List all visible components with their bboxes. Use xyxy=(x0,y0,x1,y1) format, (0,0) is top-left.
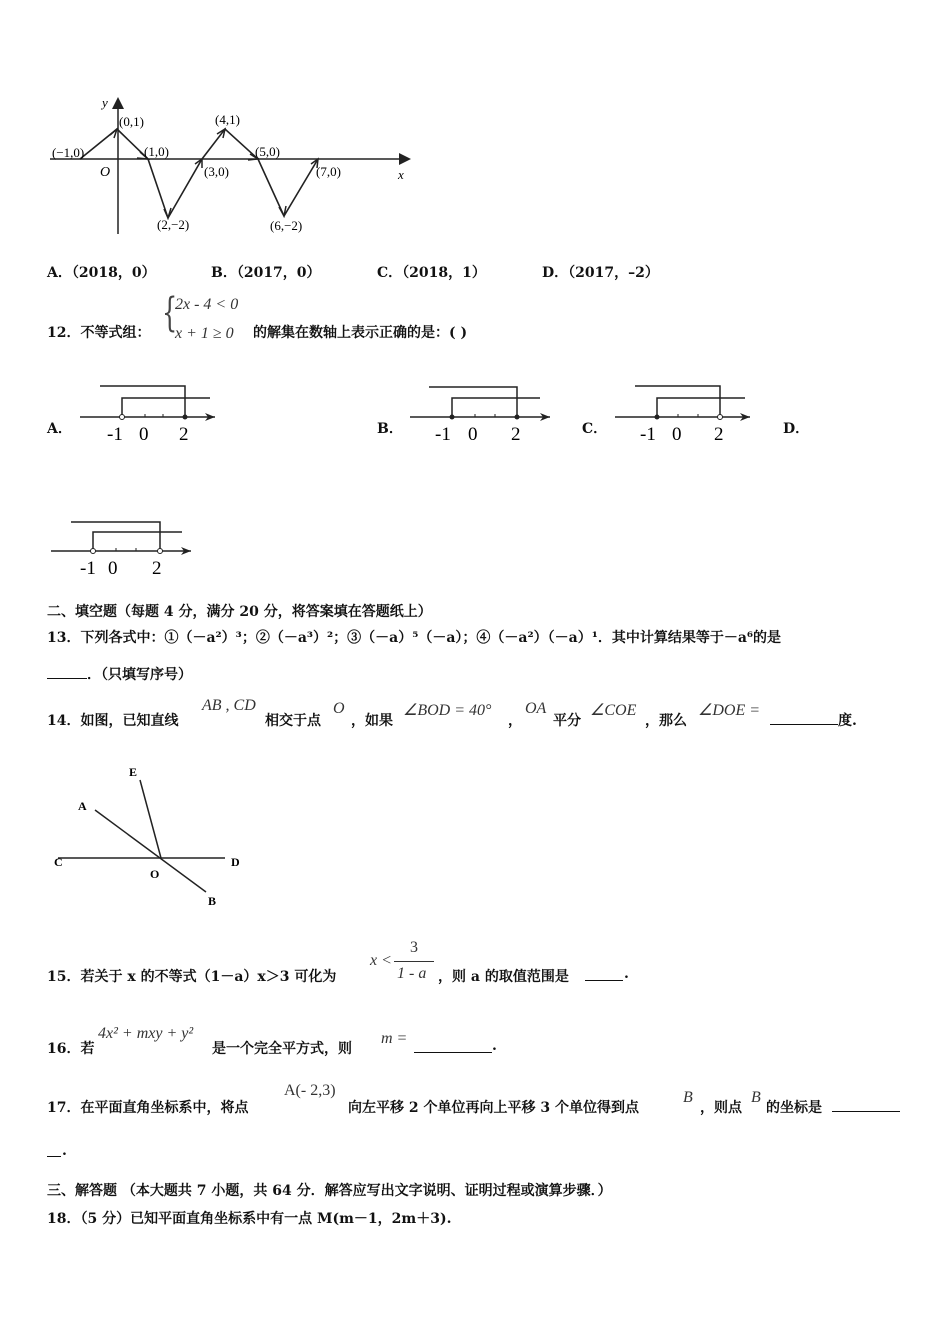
option-label-b: B． xyxy=(377,421,403,437)
tick-label: -1 xyxy=(80,558,96,579)
answer-blank[interactable] xyxy=(47,665,87,679)
point-label: (0,1) xyxy=(119,114,144,129)
option-c: C．（2018，1） xyxy=(377,265,486,281)
q14-text-6: 度. xyxy=(838,713,857,729)
q14-math-angle-coe: ∠COE xyxy=(590,702,637,719)
tick-label: 0 xyxy=(108,558,118,579)
zigzag-coordinate-graph xyxy=(40,92,420,242)
q15-tail: ，则 a 的取值范围是 xyxy=(438,969,569,985)
point-label-e: E xyxy=(129,765,138,779)
axis-label-y: y xyxy=(102,95,108,110)
point-label: (1,0) xyxy=(144,144,169,159)
q17-text-3: 的坐标是 xyxy=(766,1100,822,1116)
axis-label-x: x xyxy=(398,167,404,182)
zigzag-path xyxy=(80,129,318,218)
q16-math-m: m = xyxy=(381,1030,408,1047)
q14-answer-blank[interactable] xyxy=(770,710,838,729)
point-label: (4,1) xyxy=(215,112,240,127)
tick-label: 2 xyxy=(714,424,724,445)
q12-question: 的解集在数轴上表示正确的是：( ) xyxy=(253,325,468,341)
q15-fraction-numerator: 3 xyxy=(410,939,418,956)
q17-text-2: ，则点 xyxy=(700,1100,742,1116)
q17-point-b: B xyxy=(683,1089,693,1106)
q13-line2 xyxy=(47,664,192,684)
tick-label: 2 xyxy=(152,558,162,579)
number-line-c xyxy=(610,380,755,447)
q12-number: 12．不等式组： xyxy=(47,325,151,341)
point-label-o: O xyxy=(150,867,160,881)
q17-prefix: 17．在平面直角坐标系中，将点 xyxy=(47,1100,249,1116)
q14-text-3: ， xyxy=(508,713,522,729)
q17-point-b: B xyxy=(751,1089,761,1106)
option-label-a: A． xyxy=(47,421,72,437)
section-3-heading: 三、解答题 （本大题共 7 小题，共 64 分．解答应写出文字说明、证明过程或演算步骤．） xyxy=(47,1183,612,1199)
point-label-c: C xyxy=(54,855,63,869)
q16-answer-blank[interactable] xyxy=(414,1038,492,1057)
option-label-d: D． xyxy=(783,421,810,437)
point-label: (6,−2) xyxy=(270,218,303,233)
fraction-bar xyxy=(394,961,434,962)
q14-text-2: ，如果 xyxy=(351,713,393,729)
point-label: (2,−2) xyxy=(157,217,190,232)
q17-answer-blank-cont[interactable] xyxy=(47,1142,61,1161)
q13-line1: 13．下列各式中：①（－a²）³；②（－a³）²；③（－a）⁵（－a）；④（－a²）（－a）¹．其中计算结果等于－a⁶的是 xyxy=(47,630,782,646)
option-label-c: C． xyxy=(582,421,608,437)
q15-answer-blank[interactable] xyxy=(585,966,623,985)
system-brace: { xyxy=(162,290,178,336)
point-label-d: D xyxy=(231,855,240,869)
q14-prefix: 14．如图，已知直线 xyxy=(47,713,179,729)
point-label: (3,0) xyxy=(204,164,229,179)
q13-line2-text: ．（只填写序号） xyxy=(87,667,192,683)
q17-end: . xyxy=(62,1143,67,1159)
q15-math-lhs: x < xyxy=(370,952,392,969)
q15-end: . xyxy=(624,966,629,982)
q14-text-1: 相交于点 xyxy=(265,713,321,729)
q14-math-oa: OA xyxy=(525,700,547,717)
q15-fraction-denominator: 1 - a xyxy=(397,965,427,982)
point-label: (5,0) xyxy=(255,144,280,159)
q15-prefix: 15．若关于 x 的不等式（1－a）x＞3 可化为 xyxy=(47,969,337,985)
q16-prefix: 16．若 xyxy=(47,1041,95,1057)
q18-text: 18．（5 分）已知平面直角坐标系中有一点 M(m－1，2m＋3). xyxy=(47,1211,452,1227)
q17-text-1: 向左平移 2 个单位再向上平移 3 个单位得到点 xyxy=(348,1100,639,1116)
q16-expression: 4x² + mxy + y² xyxy=(98,1025,194,1042)
option-b: B．（2017，0） xyxy=(211,265,321,281)
option-d: D．（2017，–2） xyxy=(542,265,659,281)
number-line-b xyxy=(405,382,555,447)
point-label: (−1,0) xyxy=(52,145,85,160)
tick-label: 0 xyxy=(672,424,682,445)
point-label-a: A xyxy=(78,799,87,813)
q14-text-5: ，那么 xyxy=(645,713,687,729)
q14-math-lines: AB , CD xyxy=(202,697,256,714)
q17-point-a: A(- 2,3) xyxy=(284,1082,336,1099)
tick-label: -1 xyxy=(640,424,656,445)
point-label: (7,0) xyxy=(316,164,341,179)
q16-text: 是一个完全平方式，则 xyxy=(212,1041,352,1057)
q16-end: . xyxy=(492,1038,497,1054)
tick-label: -1 xyxy=(107,424,123,445)
section-2-heading: 二、填空题（每题 4 分，满分 20 分，将答案填在答题纸上） xyxy=(47,604,432,620)
q14-text-4: 平分 xyxy=(553,713,581,729)
q14-math-angle-doe: ∠DOE = xyxy=(698,702,761,719)
origin-label: O xyxy=(100,165,111,180)
q12-inequality-2: x + 1 ≥ 0 xyxy=(175,325,234,342)
point-label-b: B xyxy=(208,894,217,908)
intersecting-lines-figure xyxy=(40,760,260,910)
option-a: A．（2018，0） xyxy=(47,265,156,281)
tick-label: 0 xyxy=(139,424,149,445)
q14-math-angle-bod: ∠BOD = 40° xyxy=(403,702,492,719)
q14-math-point: O xyxy=(333,700,345,717)
tick-label: 2 xyxy=(511,424,521,445)
number-line-d xyxy=(48,514,198,579)
tick-label: 2 xyxy=(179,424,189,445)
tick-label: -1 xyxy=(435,424,451,445)
q12-inequality-1: 2x - 4 < 0 xyxy=(175,296,239,313)
q17-answer-blank[interactable] xyxy=(832,1097,900,1116)
tick-label: 0 xyxy=(468,424,478,445)
number-line-a xyxy=(75,382,225,447)
